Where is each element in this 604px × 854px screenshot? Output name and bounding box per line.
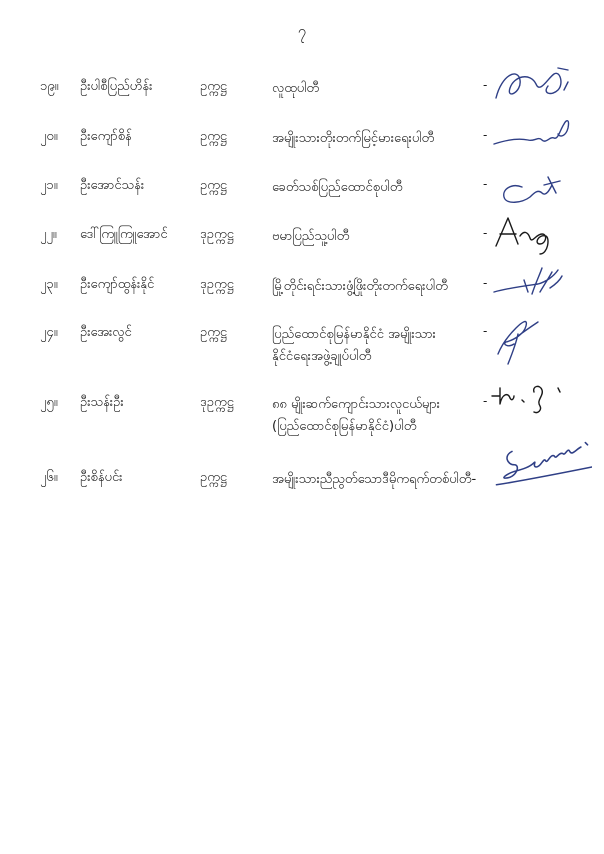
row-number: ၂၅။ — [40, 395, 58, 410]
person-name: ဒေါ်ကြူကြူအောင် — [80, 227, 168, 242]
row-number: ၂၄။ — [40, 325, 58, 340]
party-name-line: လူထုပါတီ — [272, 81, 320, 96]
position-title: ဥက္ကဋ္ဌ — [200, 129, 227, 144]
signature-image — [492, 439, 592, 495]
party-name — [272, 128, 434, 150]
signature-dash: - — [483, 128, 488, 142]
signature-image — [488, 212, 578, 260]
party-name — [272, 324, 436, 368]
signature-image — [488, 310, 578, 366]
signature-dash: - — [483, 394, 488, 408]
signature-image — [488, 380, 578, 428]
signature-dash: - — [483, 226, 488, 240]
party-name — [272, 469, 476, 491]
position-title: ဥက္ကဋ္ဌ — [200, 79, 227, 94]
row-number: ၂၃။ — [40, 277, 58, 292]
signatory-row — [0, 394, 604, 444]
party-name-line: ခေတ်သစ်ပြည်ထောင်စုပါတီ — [272, 180, 403, 195]
signature-dash: - — [483, 177, 488, 191]
signature-dash: - — [483, 276, 488, 290]
party-name — [272, 226, 349, 248]
signatory-row — [0, 469, 604, 519]
page-number: ၇ — [297, 22, 307, 40]
row-number: ၁၉။ — [40, 79, 59, 94]
position-title: ဒုဥက္ကဋ္ဌ — [200, 227, 234, 242]
person-name: ဦးစိန်ပင်း — [80, 470, 123, 485]
person-name: ဦးကျော်စိန် — [80, 129, 132, 144]
person-name: ဦးကျော်ထွန်းနိုင် — [80, 277, 155, 292]
party-name — [272, 394, 440, 438]
signature-image — [488, 262, 578, 310]
party-name — [272, 276, 448, 298]
row-number: ၂၀။ — [40, 129, 58, 144]
party-name-line: အမျိုးသားတိုးတက်မြင့်မားရေးပါတီ — [272, 131, 435, 146]
party-name-line: ဗမာပြည်သူ့ပါတီ — [272, 229, 350, 244]
party-name-line: (ပြည်ထောင်စုမြန်မာနိုင်ငံ)ပါတီ — [272, 419, 417, 434]
position-title: ဥက္ကဋ္ဌ — [200, 178, 227, 193]
party-name-line: အမျိုးသားညီညွတ်သောဒီမိုကရက်တစ်ပါတီ- — [272, 472, 477, 487]
party-name — [272, 177, 402, 199]
party-name-line: နိုင်ငံရေးအဖွဲ့ချုပ်ပါတီ — [272, 349, 372, 364]
row-number: ၂၁။ — [40, 178, 58, 193]
person-name: ဦးပါစီပြည်ဟိန်း — [80, 79, 153, 94]
row-number: ၂၂။ — [40, 227, 57, 242]
signatory-row — [0, 324, 604, 374]
position-title: ဒုဥက္ကဋ္ဌ — [200, 395, 234, 410]
person-name: ဦးအေးလွင် — [80, 325, 132, 340]
signature-image — [488, 163, 578, 211]
signature-dash: - — [483, 324, 488, 338]
position-title: ဥက္ကဋ္ဌ — [200, 470, 227, 485]
row-number: ၂၆။ — [40, 470, 58, 485]
party-name-line: မြို့တိုင်းရင်းသားဖွံ့ဖြိုးတိုးတက်ရေးပါတီ — [272, 279, 448, 294]
person-name: ဦးအောင်သန်း — [80, 178, 145, 193]
party-name-line: ၈၈ မျိုးဆက်ကျောင်းသားလူငယ်များ — [272, 397, 440, 412]
signature-image — [488, 64, 578, 112]
signature-dash: - — [483, 78, 488, 92]
party-name-line: ပြည်ထောင်စုမြန်မာနိုင်ငံ အမျိုးသား — [272, 327, 436, 342]
person-name: ဦးသန်းဦး — [80, 395, 124, 410]
position-title: ဒုဥက္ကဋ္ဌ — [200, 277, 234, 292]
party-name — [272, 78, 319, 100]
signature-image — [488, 114, 578, 162]
position-title: ဥက္ကဋ္ဌ — [200, 325, 227, 340]
